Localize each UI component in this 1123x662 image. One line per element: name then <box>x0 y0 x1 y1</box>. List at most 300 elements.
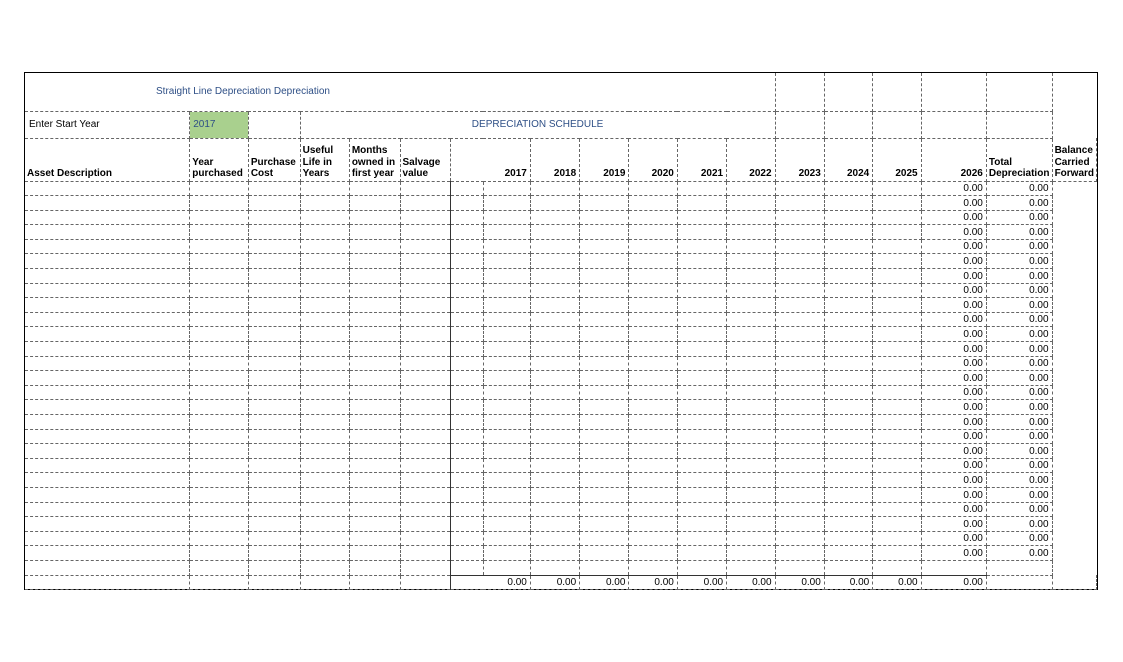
cell[interactable] <box>400 487 450 502</box>
cell[interactable] <box>248 371 300 386</box>
cell[interactable] <box>727 429 775 444</box>
cell[interactable] <box>483 444 530 459</box>
cell[interactable] <box>677 181 726 196</box>
cell[interactable] <box>300 531 349 546</box>
cell[interactable] <box>400 356 450 371</box>
cell[interactable] <box>400 196 450 211</box>
cell[interactable] <box>873 473 921 488</box>
cell[interactable] <box>248 181 300 196</box>
cell[interactable] <box>727 312 775 327</box>
cell[interactable] <box>580 210 629 225</box>
cell[interactable] <box>580 312 629 327</box>
cell[interactable] <box>248 560 300 575</box>
cell[interactable] <box>349 312 400 327</box>
cell[interactable] <box>25 342 190 357</box>
cell[interactable] <box>400 560 450 575</box>
cell[interactable] <box>450 517 483 532</box>
total-depreciation-cell[interactable]: 0.00 <box>921 327 986 342</box>
cell[interactable] <box>580 269 629 284</box>
cell[interactable] <box>824 254 872 269</box>
cell[interactable] <box>677 546 726 561</box>
cell[interactable] <box>190 502 249 517</box>
cell[interactable] <box>190 517 249 532</box>
balance-forward-cell[interactable]: 0.00 <box>986 531 1052 546</box>
cell[interactable] <box>580 546 629 561</box>
balance-forward-cell[interactable]: 0.00 <box>986 298 1052 313</box>
cell[interactable] <box>775 239 824 254</box>
cell[interactable] <box>450 487 483 502</box>
cell[interactable] <box>629 239 677 254</box>
cell[interactable] <box>300 239 349 254</box>
cell[interactable] <box>629 254 677 269</box>
cell[interactable] <box>530 458 579 473</box>
cell[interactable] <box>629 371 677 386</box>
cell[interactable] <box>400 415 450 430</box>
cell[interactable] <box>629 502 677 517</box>
cell[interactable] <box>248 531 300 546</box>
cell[interactable] <box>300 356 349 371</box>
cell[interactable] <box>921 560 986 575</box>
cell[interactable] <box>530 298 579 313</box>
cell[interactable] <box>190 575 249 590</box>
cell[interactable] <box>530 181 579 196</box>
cell[interactable] <box>450 283 483 298</box>
cell[interactable] <box>824 458 872 473</box>
cell[interactable] <box>775 181 824 196</box>
cell[interactable] <box>727 269 775 284</box>
cell[interactable] <box>530 342 579 357</box>
cell[interactable] <box>400 371 450 386</box>
cell[interactable] <box>629 429 677 444</box>
cell[interactable] <box>25 254 190 269</box>
cell[interactable] <box>677 269 726 284</box>
cell[interactable] <box>824 517 872 532</box>
cell[interactable] <box>824 546 872 561</box>
cell[interactable] <box>629 225 677 240</box>
cell[interactable] <box>824 225 872 240</box>
cell[interactable] <box>824 312 872 327</box>
total-depreciation-cell[interactable]: 0.00 <box>921 196 986 211</box>
cell[interactable] <box>450 458 483 473</box>
total-depreciation-cell[interactable]: 0.00 <box>921 487 986 502</box>
cell[interactable] <box>824 444 872 459</box>
cell[interactable] <box>190 283 249 298</box>
cell[interactable] <box>450 239 483 254</box>
year-total-cell[interactable]: 0.00 <box>824 575 872 590</box>
cell[interactable] <box>727 473 775 488</box>
cell[interactable] <box>483 458 530 473</box>
cell[interactable] <box>483 400 530 415</box>
cell[interactable] <box>190 210 249 225</box>
cell[interactable] <box>727 560 775 575</box>
cell[interactable] <box>25 531 190 546</box>
cell[interactable] <box>248 298 300 313</box>
cell[interactable] <box>727 415 775 430</box>
cell[interactable] <box>400 444 450 459</box>
cell[interactable] <box>483 546 530 561</box>
cell[interactable] <box>629 546 677 561</box>
cell[interactable] <box>25 560 190 575</box>
cell[interactable] <box>349 342 400 357</box>
cell[interactable] <box>824 487 872 502</box>
cell[interactable] <box>824 269 872 284</box>
cell[interactable] <box>450 473 483 488</box>
cell[interactable] <box>873 371 921 386</box>
cell[interactable] <box>349 400 400 415</box>
cell[interactable] <box>400 546 450 561</box>
cell[interactable] <box>25 269 190 284</box>
cell[interactable] <box>450 385 483 400</box>
cell[interactable] <box>349 415 400 430</box>
cell[interactable] <box>483 196 530 211</box>
cell[interactable] <box>190 312 249 327</box>
cell[interactable] <box>483 517 530 532</box>
cell[interactable] <box>873 312 921 327</box>
year-total-cell[interactable]: 0.00 <box>775 575 824 590</box>
cell[interactable] <box>400 517 450 532</box>
cell[interactable] <box>25 283 190 298</box>
cell[interactable] <box>483 385 530 400</box>
cell[interactable] <box>248 225 300 240</box>
cell[interactable] <box>677 473 726 488</box>
cell[interactable] <box>677 239 726 254</box>
cell[interactable] <box>248 546 300 561</box>
cell[interactable] <box>300 210 349 225</box>
cell[interactable] <box>400 239 450 254</box>
cell[interactable] <box>727 517 775 532</box>
cell[interactable] <box>580 283 629 298</box>
cell[interactable] <box>25 371 190 386</box>
cell[interactable] <box>190 327 249 342</box>
cell[interactable] <box>530 385 579 400</box>
cell[interactable] <box>677 487 726 502</box>
cell[interactable] <box>629 400 677 415</box>
cell[interactable] <box>824 400 872 415</box>
balance-forward-cell[interactable]: 0.00 <box>986 400 1052 415</box>
cell[interactable] <box>677 517 726 532</box>
cell[interactable] <box>677 298 726 313</box>
cell[interactable] <box>25 385 190 400</box>
cell[interactable] <box>775 356 824 371</box>
cell[interactable] <box>248 210 300 225</box>
cell[interactable] <box>25 327 190 342</box>
cell[interactable] <box>629 283 677 298</box>
cell[interactable] <box>25 181 190 196</box>
cell[interactable] <box>400 400 450 415</box>
cell[interactable] <box>248 458 300 473</box>
cell[interactable] <box>300 400 349 415</box>
cell[interactable] <box>349 429 400 444</box>
cell[interactable] <box>873 458 921 473</box>
cell[interactable] <box>727 239 775 254</box>
balance-forward-cell[interactable]: 0.00 <box>986 312 1052 327</box>
cell[interactable] <box>727 327 775 342</box>
cell[interactable] <box>400 385 450 400</box>
cell[interactable] <box>873 560 921 575</box>
cell[interactable] <box>300 225 349 240</box>
cell[interactable] <box>530 210 579 225</box>
cell[interactable] <box>530 356 579 371</box>
cell[interactable] <box>483 415 530 430</box>
cell[interactable] <box>450 254 483 269</box>
cell[interactable] <box>300 283 349 298</box>
cell[interactable] <box>450 400 483 415</box>
cell[interactable] <box>873 444 921 459</box>
total-depreciation-cell[interactable]: 0.00 <box>921 429 986 444</box>
cell[interactable] <box>775 546 824 561</box>
total-depreciation-cell[interactable]: 0.00 <box>921 269 986 284</box>
year-total-cell[interactable]: 0.00 <box>580 575 629 590</box>
total-depreciation-cell[interactable]: 0.00 <box>921 283 986 298</box>
cell[interactable] <box>25 502 190 517</box>
total-depreciation-cell[interactable]: 0.00 <box>921 458 986 473</box>
cell[interactable] <box>483 429 530 444</box>
cell[interactable] <box>824 210 872 225</box>
cell[interactable] <box>580 429 629 444</box>
balance-forward-cell[interactable]: 0.00 <box>986 444 1052 459</box>
total-depreciation-cell[interactable]: 0.00 <box>921 239 986 254</box>
cell[interactable] <box>400 327 450 342</box>
cell[interactable] <box>873 400 921 415</box>
cell[interactable] <box>248 473 300 488</box>
cell[interactable] <box>300 196 349 211</box>
cell[interactable] <box>450 327 483 342</box>
cell[interactable] <box>483 371 530 386</box>
cell[interactable] <box>248 502 300 517</box>
cell[interactable] <box>530 400 579 415</box>
balance-forward-cell[interactable]: 0.00 <box>986 283 1052 298</box>
cell[interactable] <box>775 111 824 138</box>
cell[interactable] <box>190 298 249 313</box>
balance-forward-cell[interactable]: 0.00 <box>986 546 1052 561</box>
cell[interactable] <box>873 327 921 342</box>
cell[interactable] <box>629 356 677 371</box>
cell[interactable] <box>190 473 249 488</box>
cell[interactable] <box>727 342 775 357</box>
year-total-cell[interactable]: 0.00 <box>921 575 986 590</box>
cell[interactable] <box>677 560 726 575</box>
cell[interactable] <box>300 254 349 269</box>
cell[interactable] <box>677 444 726 459</box>
cell[interactable] <box>190 429 249 444</box>
total-depreciation-cell[interactable]: 0.00 <box>921 531 986 546</box>
total-depreciation-cell[interactable]: 0.00 <box>921 385 986 400</box>
cell[interactable] <box>190 531 249 546</box>
cell[interactable] <box>824 283 872 298</box>
cell[interactable] <box>483 356 530 371</box>
cell[interactable] <box>629 342 677 357</box>
cell[interactable] <box>349 531 400 546</box>
total-depreciation-cell[interactable]: 0.00 <box>921 225 986 240</box>
cell[interactable] <box>248 111 300 138</box>
balance-forward-cell[interactable]: 0.00 <box>986 210 1052 225</box>
cell[interactable] <box>677 356 726 371</box>
cell[interactable] <box>775 517 824 532</box>
cell[interactable] <box>775 342 824 357</box>
cell[interactable] <box>629 531 677 546</box>
cell[interactable] <box>629 560 677 575</box>
cell[interactable] <box>349 473 400 488</box>
cell[interactable] <box>349 487 400 502</box>
balance-forward-cell[interactable]: 0.00 <box>986 385 1052 400</box>
cell[interactable] <box>727 444 775 459</box>
cell[interactable] <box>580 502 629 517</box>
cell[interactable] <box>629 327 677 342</box>
cell[interactable] <box>629 415 677 430</box>
cell[interactable] <box>775 73 824 111</box>
cell[interactable] <box>450 546 483 561</box>
cell[interactable] <box>450 371 483 386</box>
cell[interactable] <box>727 283 775 298</box>
cell[interactable] <box>190 356 249 371</box>
cell[interactable] <box>349 356 400 371</box>
cell[interactable] <box>629 196 677 211</box>
balance-forward-cell[interactable]: 0.00 <box>986 342 1052 357</box>
cell[interactable] <box>677 385 726 400</box>
cell[interactable] <box>824 342 872 357</box>
cell[interactable] <box>530 502 579 517</box>
cell[interactable] <box>727 225 775 240</box>
cell[interactable] <box>824 385 872 400</box>
cell[interactable] <box>580 531 629 546</box>
cell[interactable] <box>873 385 921 400</box>
cell[interactable] <box>248 342 300 357</box>
cell[interactable] <box>483 181 530 196</box>
cell[interactable] <box>775 560 824 575</box>
cell[interactable] <box>873 356 921 371</box>
cell[interactable] <box>450 210 483 225</box>
cell[interactable] <box>775 400 824 415</box>
cell[interactable] <box>873 546 921 561</box>
cell[interactable] <box>450 560 483 575</box>
cell[interactable] <box>986 560 1052 575</box>
cell[interactable] <box>727 385 775 400</box>
cell[interactable] <box>873 269 921 284</box>
cell[interactable] <box>400 458 450 473</box>
cell[interactable] <box>873 487 921 502</box>
year-total-cell[interactable]: 0.00 <box>450 575 530 590</box>
cell[interactable] <box>775 269 824 284</box>
cell[interactable] <box>677 225 726 240</box>
cell[interactable] <box>25 517 190 532</box>
cell[interactable] <box>629 385 677 400</box>
cell[interactable] <box>400 225 450 240</box>
cell[interactable] <box>921 111 986 138</box>
cell[interactable] <box>300 487 349 502</box>
cell[interactable] <box>727 502 775 517</box>
cell[interactable] <box>580 560 629 575</box>
cell[interactable] <box>300 546 349 561</box>
cell[interactable] <box>775 225 824 240</box>
cell[interactable] <box>530 429 579 444</box>
cell[interactable] <box>190 385 249 400</box>
cell[interactable] <box>677 429 726 444</box>
cell[interactable] <box>300 517 349 532</box>
cell[interactable] <box>986 111 1052 138</box>
cell[interactable] <box>483 342 530 357</box>
cell[interactable] <box>629 269 677 284</box>
cell[interactable] <box>25 487 190 502</box>
cell[interactable] <box>450 342 483 357</box>
cell[interactable] <box>300 327 349 342</box>
cell[interactable] <box>248 444 300 459</box>
total-depreciation-cell[interactable]: 0.00 <box>921 546 986 561</box>
cell[interactable] <box>300 444 349 459</box>
cell[interactable] <box>400 298 450 313</box>
cell[interactable] <box>629 210 677 225</box>
cell[interactable] <box>727 531 775 546</box>
cell[interactable] <box>775 254 824 269</box>
cell[interactable] <box>873 225 921 240</box>
total-depreciation-cell[interactable]: 0.00 <box>921 517 986 532</box>
cell[interactable] <box>483 225 530 240</box>
cell[interactable] <box>349 269 400 284</box>
cell[interactable] <box>248 196 300 211</box>
balance-forward-cell[interactable]: 0.00 <box>986 429 1052 444</box>
cell[interactable] <box>677 210 726 225</box>
cell[interactable] <box>349 458 400 473</box>
cell[interactable] <box>248 415 300 430</box>
cell[interactable] <box>824 502 872 517</box>
cell[interactable] <box>248 283 300 298</box>
cell[interactable] <box>450 181 483 196</box>
cell[interactable] <box>400 254 450 269</box>
cell[interactable] <box>400 473 450 488</box>
cell[interactable] <box>775 298 824 313</box>
cell[interactable] <box>677 400 726 415</box>
cell[interactable] <box>580 487 629 502</box>
cell[interactable] <box>300 385 349 400</box>
cell[interactable] <box>25 239 190 254</box>
cell[interactable] <box>25 458 190 473</box>
total-depreciation-cell[interactable]: 0.00 <box>921 444 986 459</box>
balance-forward-cell[interactable]: 0.00 <box>986 269 1052 284</box>
cell[interactable] <box>580 473 629 488</box>
cell[interactable] <box>483 560 530 575</box>
cell[interactable] <box>349 225 400 240</box>
cell[interactable] <box>483 531 530 546</box>
cell[interactable] <box>677 196 726 211</box>
cell[interactable] <box>25 298 190 313</box>
cell[interactable] <box>727 196 775 211</box>
cell[interactable] <box>190 181 249 196</box>
cell[interactable] <box>580 327 629 342</box>
cell[interactable] <box>450 429 483 444</box>
cell[interactable] <box>300 458 349 473</box>
cell[interactable] <box>450 531 483 546</box>
cell[interactable] <box>483 327 530 342</box>
cell[interactable] <box>483 298 530 313</box>
cell[interactable] <box>300 181 349 196</box>
cell[interactable] <box>530 254 579 269</box>
cell[interactable] <box>300 269 349 284</box>
cell[interactable] <box>400 269 450 284</box>
cell[interactable] <box>190 546 249 561</box>
cell[interactable] <box>824 415 872 430</box>
cell[interactable] <box>530 327 579 342</box>
cell[interactable] <box>629 298 677 313</box>
cell[interactable] <box>727 298 775 313</box>
cell[interactable] <box>25 575 190 590</box>
cell[interactable] <box>824 111 872 138</box>
cell[interactable] <box>450 298 483 313</box>
cell[interactable] <box>248 385 300 400</box>
cell[interactable] <box>873 254 921 269</box>
cell[interactable] <box>580 400 629 415</box>
cell[interactable] <box>25 473 190 488</box>
cell[interactable] <box>248 575 300 590</box>
cell[interactable] <box>400 575 450 590</box>
